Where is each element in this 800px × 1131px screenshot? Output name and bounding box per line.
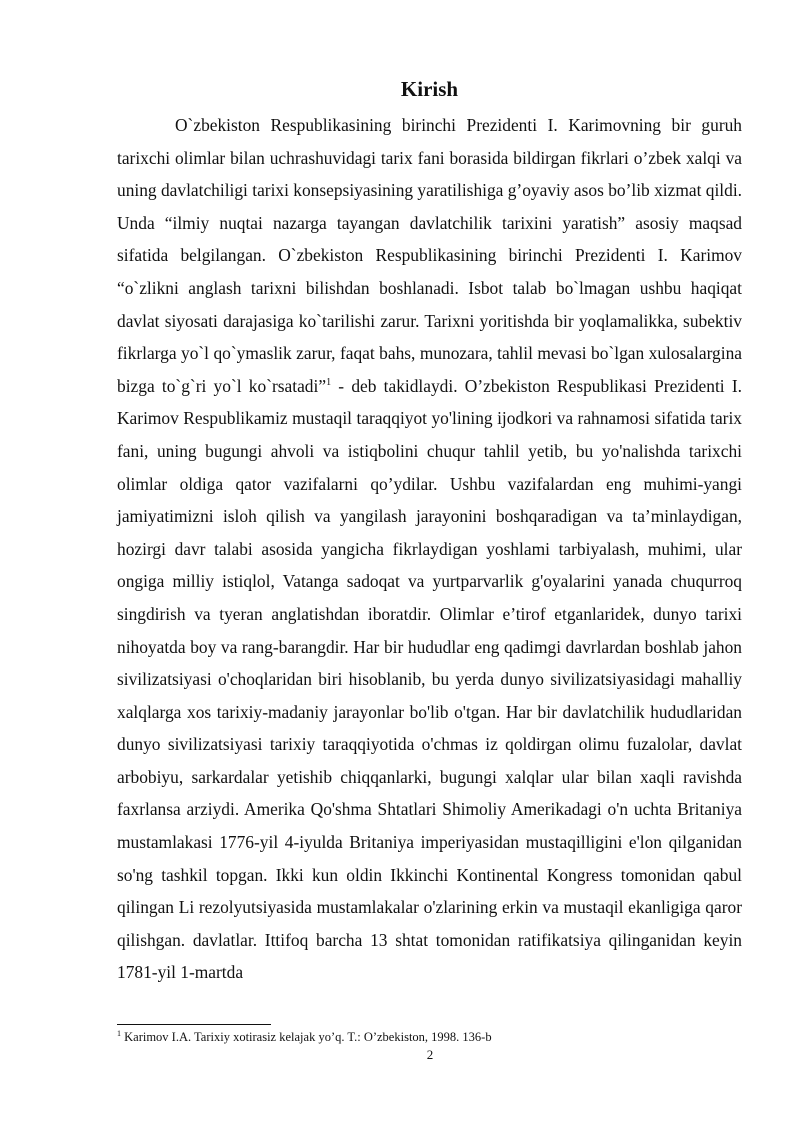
footnote-reference: 1 [326,376,332,388]
footnote-number: 1 [117,1028,121,1038]
footnote [117,1030,742,1045]
page-title: Kirish [400,77,459,101]
body-paragraph [117,109,742,989]
footnote-text: Karimov I.A. Tarixiy xotirasiz kelajak yo’q. T.: O’zbekiston, 1998. 136-b [121,1030,492,1044]
footnote-divider [117,1024,271,1025]
body-text-part-2: - deb takidlaydi. O’zbekiston Respublikasi Prezidenti I. Karimov Respublikamiz mustaqil taraqqiyot yo'lining ijodkori va rahnamosi sifatida tarix fani, uning bugungi ahvoli va istiqbolini chuqur tahlil yetib, bu yo'nalishda tarixchi olimlar oldiga qator vazifalarni qo’ydilar. Ushbu vazifalardan eng muhimi-yangi jamiyatimizni isloh qilish va yangilash jarayonini boshqaradigan va ta’minlaydigan, hozirgi davr talabi asosida yangicha fikrlaydigan yoshlami tarbiyalash, muhimi, ular ongiga milliy istiqlol, Vatanga sadoqat va yurtparvarlik g'oyalarini yanada chuqurroq singdirish va tyeran anglatishdan iboratdir. Olimlar e’tirof etganlaridek, dunyo tarixi nihoyatda boy va rang-barangdir. Har bir hududlar eng qadimgi davrlardan boshlab jahon sivilizatsiyasi o'choqlaridan biri hisoblanib, bu yerda dunyo sivilizatsiyasidagi mahalliy xalqlarga xos tarixiy-madaniy jarayonlar bo'lib o'tgan. Har bir davlatchilik hududlaridan dunyo sivilizatsiyasi tarixiy taraqqiyotida o'chmas iz qoldirgan olimu fuzalolar, davlat arbobiyu, sarkardalar yetishib chiqqanlarki, bugungi xalqlar ular bilan xaqli ravishda faxrlansa arziydi. Amerika Qo'shma Shtatlari Shimoliy Amerikadagi o'n uchta Britaniya mustamlakasi 1776-yil 4-iyulda Britaniya imperiyasidan mustaqilligini e'lon qilganidan so'ng tashkil topgan. Ikki kun oldin Ikkinchi Kontinental Kongress tomonidan qabul qilingan Li rezolyutsiyasida mustamlakalar o'zlarining erkin va mustaqil ekanligiga qaror qilishgan. davlatlar. Ittifoq barcha 13 shtat tomonidan ratifikatsiya qilinganidan keyin 1781-yil 1-martda [117,375,742,983]
page-number: 2 [426,1047,434,1062]
body-text-part-1: O`zbekiston Respublikasining birinchi Prezidenti I. Karimovning bir guruh tarixchi olimlar bilan uchrashuvidagi tarix fani borasida bildirgan fikrlari o’zbek xalqi va uning davlatchiligi tarixi konsepsiyasining yaratilishiga g’oyaviy asos bo’lib xizmat qildi. Unda “ilmiy nuqtai nazarga tayangan davlatchilik tarixini yaratish” asosiy maqsad sifatida belgilangan. O`zbekiston Respublikasining birinchi Prezidenti I. Karimov “o`zlikni anglash tarixni bilishdan boshlanadi. Isbot talab bo`lmagan ushbu haqiqat davlat siyosati darajasiga ko`tarilishi zarur. Tarixni yoritishda bir yoqlamalikka, subektiv fikrlarga yo`l qo`ymaslik zarur, faqat bahs, munozara, tahlil mevasi bo`lgan xulosalargina bizga to`g`ri yo`l ko`rsatadi” [117,115,742,396]
